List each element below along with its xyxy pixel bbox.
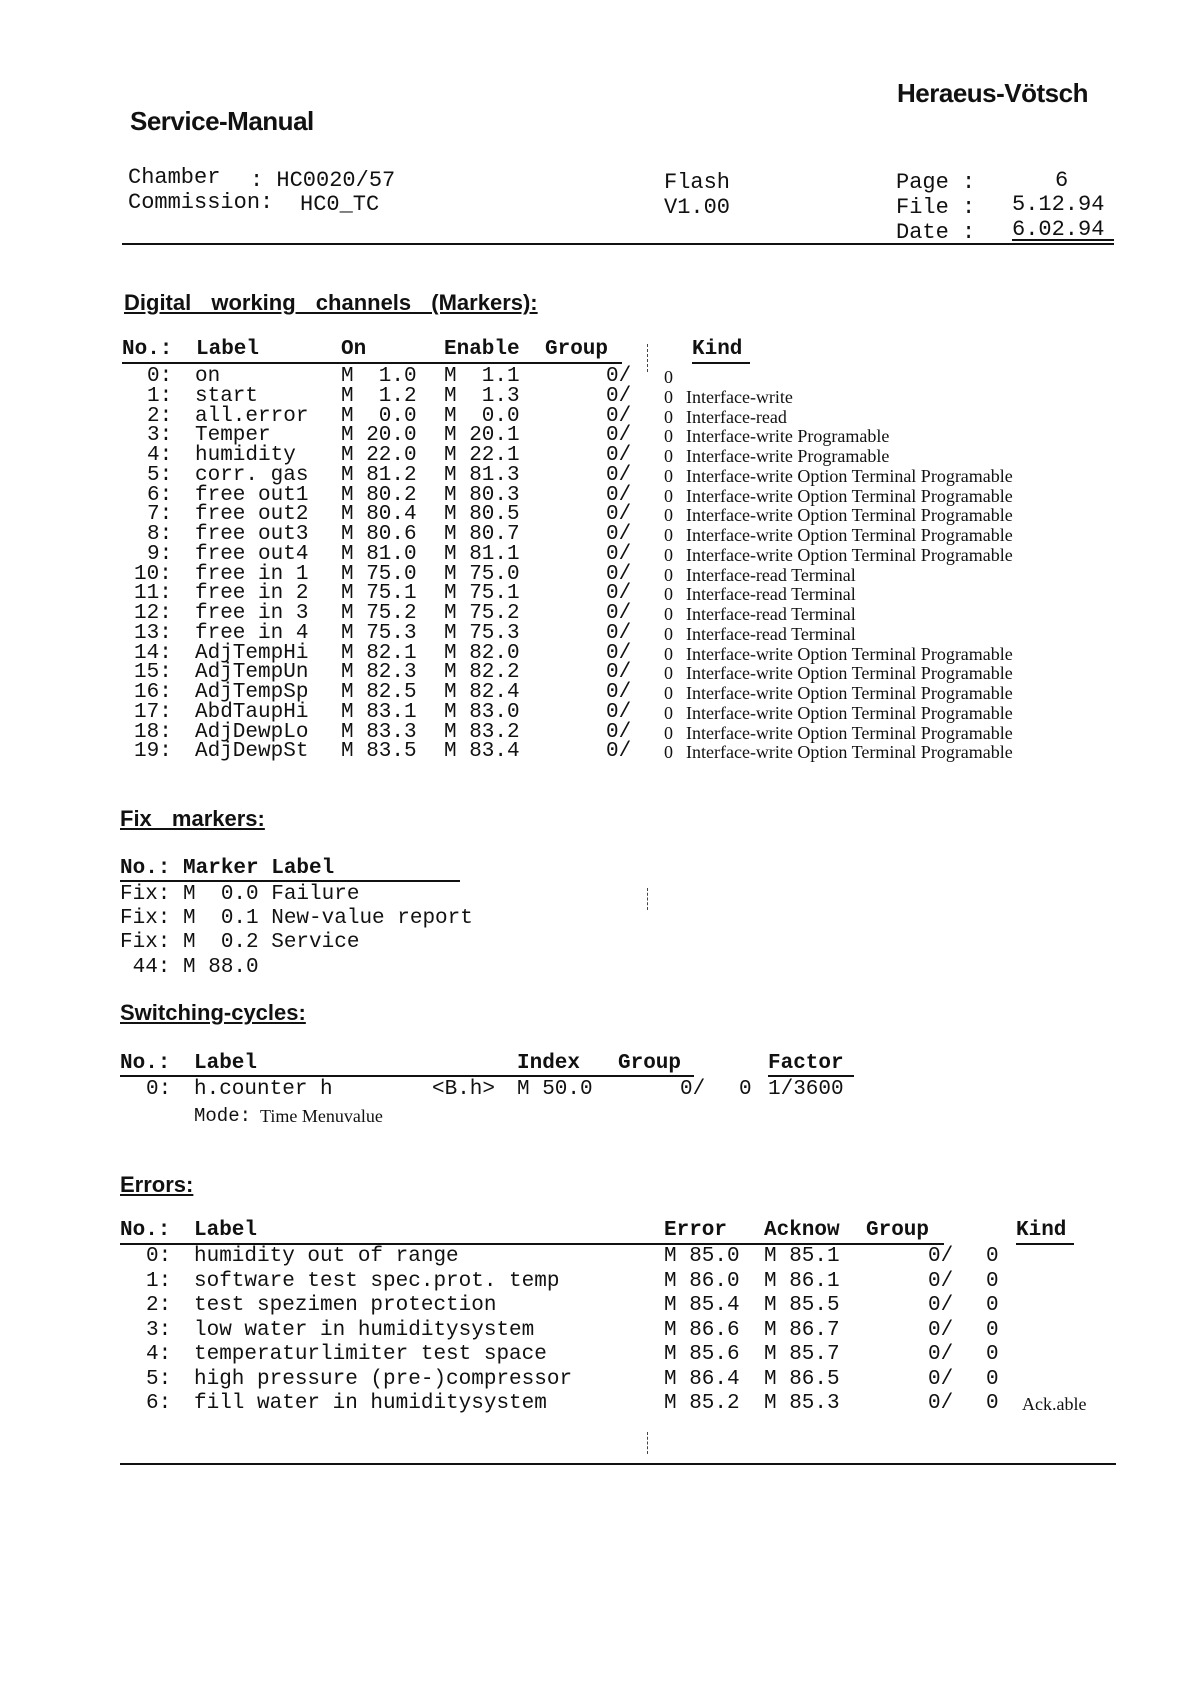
row-kind: Interface-read Terminal xyxy=(686,623,856,644)
row-kind-number: 0 xyxy=(664,485,673,506)
row-number: 1: xyxy=(147,384,173,408)
row-label: AdjDewpSt xyxy=(195,740,309,764)
row-on-marker: M 75.2 xyxy=(341,602,417,625)
document-title: Service-Manual xyxy=(130,106,314,136)
row-on-marker: M 1.0 xyxy=(341,365,417,388)
row-number: 0: xyxy=(146,1245,172,1268)
table-row xyxy=(0,505,1200,525)
errors-col-kind: Kind xyxy=(1016,1219,1067,1242)
row-on-marker: M 0.0 xyxy=(341,404,417,428)
row-kind-number: 0 xyxy=(664,722,673,743)
row-label: free in 3 xyxy=(195,602,309,625)
row-on-marker: M 1.2 xyxy=(341,384,417,408)
row-group: 0/ xyxy=(606,621,632,645)
errors-section-title: Errors: xyxy=(120,1172,194,1197)
switching-section-title: Switching-cycles: xyxy=(120,1000,306,1025)
errors-col-error: Error xyxy=(664,1219,728,1242)
row-group: 0/ xyxy=(606,562,632,586)
date-value: 6.02.94 xyxy=(1012,217,1105,242)
row-acknow-marker: M 85.5 xyxy=(764,1294,840,1317)
digital-col-group: Group xyxy=(545,338,609,361)
row-kind-number: 0 xyxy=(664,564,673,585)
switching-col-group: Group xyxy=(618,1052,682,1075)
row-label: humidity out of range xyxy=(194,1245,459,1268)
row-label: temperaturlimiter test space xyxy=(194,1343,547,1366)
row-number: 6: xyxy=(147,483,173,507)
switching-row-group: 0/ xyxy=(680,1078,706,1101)
row-kind: Interface-write Option Terminal Programable xyxy=(686,702,1013,723)
switching-row-index: M 50.0 xyxy=(517,1078,593,1101)
row-group: 0/ xyxy=(928,1343,954,1366)
row-group: 0/ xyxy=(606,720,632,744)
version-value: V1.00 xyxy=(664,195,731,220)
row-number: 15: xyxy=(134,661,172,685)
row-label: test spezimen protection xyxy=(194,1294,497,1317)
row-on-marker: M 82.1 xyxy=(341,641,417,665)
fix-row: Fix: M 0.0 Failure xyxy=(120,883,360,906)
table-row xyxy=(0,446,1200,466)
flash-label: Flash xyxy=(664,170,731,195)
table-row xyxy=(0,641,1200,665)
row-number: 3: xyxy=(147,424,173,448)
switching-col-no: No.: xyxy=(120,1052,171,1075)
row-number: 2: xyxy=(146,1294,172,1317)
row-on-marker: M 75.1 xyxy=(341,582,417,606)
errors-kind-underline xyxy=(1016,1243,1074,1245)
chamber-label: Chamber xyxy=(128,165,221,190)
row-kind-number: 0 xyxy=(986,1245,999,1268)
row-group: 0/ xyxy=(606,523,632,546)
switching-factor-underline xyxy=(768,1075,854,1077)
row-enable-marker: M 1.3 xyxy=(444,384,520,408)
row-on-marker: M 83.3 xyxy=(341,720,417,744)
row-acknow-marker: M 86.7 xyxy=(764,1318,840,1342)
table-row xyxy=(0,604,1200,624)
table-row xyxy=(0,683,1200,703)
row-kind: Interface-write Option Terminal Programable xyxy=(686,505,1013,526)
row-kind: Interface-write Option Terminal Programable xyxy=(686,544,1013,565)
table-row xyxy=(0,700,1200,724)
row-error-marker: M 85.0 xyxy=(664,1245,740,1268)
row-kind-number: 0 xyxy=(664,386,673,407)
row-label: free out3 xyxy=(195,523,309,546)
row-group: 0/ xyxy=(606,740,632,764)
row-group: 0/ xyxy=(606,542,632,566)
row-label: free out2 xyxy=(195,503,309,527)
row-enable-marker: M 83.4 xyxy=(444,740,520,764)
row-kind: Interface-write Programable xyxy=(686,426,890,447)
page-value: 6 xyxy=(1055,168,1069,193)
digital-header-underline xyxy=(122,362,622,364)
row-group: 0/ xyxy=(606,582,632,606)
errors-col-group: Group xyxy=(866,1219,930,1242)
file-value: 5.12.94 xyxy=(1012,192,1105,217)
row-enable-marker: M 81.3 xyxy=(444,463,520,487)
row-enable-marker: M 1.1 xyxy=(444,365,520,388)
row-group: 0/ xyxy=(928,1269,954,1293)
scan-mark xyxy=(647,1432,648,1454)
switching-col-index: Index xyxy=(517,1052,581,1075)
row-number: 16: xyxy=(134,681,172,704)
switching-mode-value: Time Menuvalue xyxy=(260,1106,383,1126)
switching-col-factor: Factor xyxy=(768,1052,844,1075)
table-row xyxy=(0,525,1200,545)
row-group: 0/ xyxy=(606,444,632,467)
row-error-marker: M 86.6 xyxy=(664,1318,740,1342)
row-kind-number: 0 xyxy=(986,1318,999,1342)
row-kind-number: 0 xyxy=(664,544,673,565)
date-underline xyxy=(1012,239,1114,241)
row-kind-number: 0 xyxy=(664,505,673,526)
row-kind: Interface-write Option Terminal Programable xyxy=(686,485,1013,506)
row-number: 0: xyxy=(147,365,173,388)
table-row xyxy=(0,720,1200,744)
switching-row-factor: 1/3600 xyxy=(768,1078,844,1101)
row-kind-number: 0 xyxy=(664,367,673,387)
row-label: fill water in humiditysystem xyxy=(194,1392,547,1415)
row-on-marker: M 82.3 xyxy=(341,661,417,685)
table-row xyxy=(0,483,1200,507)
table-row xyxy=(0,1296,1200,1316)
fix-section-title: Fix markers: xyxy=(120,806,265,831)
row-kind: Interface-write Option Terminal Programable xyxy=(686,525,1013,545)
switching-row-kind-number: 0 xyxy=(739,1078,752,1101)
digital-col-enable: Enable xyxy=(444,338,520,361)
table-row xyxy=(0,621,1200,645)
row-number: 10: xyxy=(134,562,172,586)
row-label: AdjTempHi xyxy=(195,641,309,665)
switching-col-label: Label xyxy=(194,1052,258,1075)
row-error-marker: M 86.4 xyxy=(664,1367,740,1391)
commission-label: Commission: xyxy=(128,190,274,215)
row-kind: Interface-write xyxy=(686,386,793,407)
row-kind: Interface-write Option Terminal Programable xyxy=(686,722,1013,743)
table-row xyxy=(0,1367,1200,1391)
table-row xyxy=(0,562,1200,586)
digital-col-on: On xyxy=(341,338,367,361)
row-enable-marker: M 82.4 xyxy=(444,681,520,704)
row-kind-number: 0 xyxy=(664,643,673,664)
row-label: all.error xyxy=(195,404,309,428)
row-number: 12: xyxy=(134,602,172,625)
file-label: File : xyxy=(896,195,976,220)
errors-col-no: No.: xyxy=(120,1219,171,1242)
row-on-marker: M 80.6 xyxy=(341,523,417,546)
row-enable-marker: M 80.3 xyxy=(444,483,520,507)
row-number: 11: xyxy=(134,582,172,606)
row-on-marker: M 81.0 xyxy=(341,542,417,566)
row-error-marker: M 85.2 xyxy=(664,1392,740,1415)
brand-name: Heraeus-Vötsch xyxy=(897,78,1088,108)
row-kind: Interface-write Option Terminal Programable xyxy=(686,663,1013,684)
row-group: 0/ xyxy=(606,602,632,625)
row-number: 6: xyxy=(146,1392,172,1415)
row-kind-number: 0 xyxy=(664,426,673,447)
digital-kind-underline xyxy=(692,362,750,364)
row-enable-marker: M 75.2 xyxy=(444,602,520,625)
fix-row: Fix: M 0.1 New-value report xyxy=(120,907,473,930)
row-acknow-marker: M 85.3 xyxy=(764,1392,840,1415)
row-enable-marker: M 80.5 xyxy=(444,503,520,527)
fix-header-underline xyxy=(120,880,460,882)
table-row xyxy=(0,542,1200,566)
row-label: on xyxy=(195,365,221,388)
row-label: Temper xyxy=(195,424,271,448)
row-group: 0/ xyxy=(606,661,632,685)
row-number: 17: xyxy=(134,700,172,724)
row-group: 0/ xyxy=(606,700,632,724)
row-kind-number: 0 xyxy=(986,1269,999,1293)
row-acknow-marker: M 85.7 xyxy=(764,1343,840,1366)
row-label: software test spec.prot. temp xyxy=(194,1269,560,1293)
table-row xyxy=(0,742,1200,762)
row-group: 0/ xyxy=(606,404,632,428)
row-kind: Interface-write Option Terminal Programable xyxy=(686,742,1013,763)
row-error-marker: M 85.6 xyxy=(664,1343,740,1366)
row-enable-marker: M 22.1 xyxy=(444,444,520,467)
row-group: 0/ xyxy=(928,1245,954,1268)
row-label: AdjTempSp xyxy=(195,681,309,704)
row-kind-number: 0 xyxy=(664,683,673,703)
row-kind: Interface-write Programable xyxy=(686,446,890,466)
row-kind-number: 0 xyxy=(664,446,673,466)
row-group: 0/ xyxy=(606,503,632,527)
row-enable-marker: M 82.0 xyxy=(444,641,520,665)
row-kind: Interface-write Option Terminal Programable xyxy=(686,465,1013,486)
row-kind-number: 0 xyxy=(986,1367,999,1391)
row-group: 0/ xyxy=(606,483,632,507)
row-group: 0/ xyxy=(928,1318,954,1342)
row-label: humidity xyxy=(195,444,296,467)
table-row xyxy=(0,1318,1200,1342)
switching-row-unit: <B.h> xyxy=(432,1078,496,1101)
row-enable-marker: M 81.1 xyxy=(444,542,520,566)
table-row xyxy=(0,1394,1200,1414)
row-on-marker: M 80.2 xyxy=(341,483,417,507)
row-label: free in 1 xyxy=(195,562,309,586)
row-acknow-marker: M 86.1 xyxy=(764,1269,840,1293)
row-group: 0/ xyxy=(928,1294,954,1317)
fix-row: 44: M 88.0 xyxy=(120,956,259,979)
digital-section-title: Digital working channels (Markers): xyxy=(124,290,538,315)
row-on-marker: M 83.5 xyxy=(341,740,417,764)
row-number: 18: xyxy=(134,720,172,744)
row-enable-marker: M 83.2 xyxy=(444,720,520,744)
fix-table-header: No.: Marker Label xyxy=(120,857,335,880)
row-kind-number: 0 xyxy=(986,1392,999,1415)
row-kind-number: 0 xyxy=(664,465,673,486)
row-on-marker: M 22.0 xyxy=(341,444,417,467)
date-label: Date : xyxy=(896,220,976,245)
row-number: 1: xyxy=(146,1269,172,1293)
row-kind-number: 0 xyxy=(664,584,673,605)
row-enable-marker: M 75.3 xyxy=(444,621,520,645)
row-label: AdjDewpLo xyxy=(195,720,309,744)
row-label: high pressure (pre-)compressor xyxy=(194,1367,573,1391)
table-row xyxy=(0,1247,1200,1267)
row-kind-number: 0 xyxy=(986,1294,999,1317)
row-number: 4: xyxy=(147,444,173,467)
row-group: 0/ xyxy=(606,641,632,665)
row-group: 0/ xyxy=(606,424,632,448)
row-on-marker: M 75.3 xyxy=(341,621,417,645)
table-row xyxy=(0,663,1200,683)
row-number: 4: xyxy=(146,1343,172,1366)
row-group: 0/ xyxy=(928,1392,954,1415)
row-group: 0/ xyxy=(606,681,632,704)
row-kind: Ack.able xyxy=(1022,1394,1087,1414)
row-on-marker: M 20.0 xyxy=(341,424,417,448)
row-kind-number: 0 xyxy=(664,406,673,427)
footer-divider xyxy=(120,1463,1116,1465)
table-row xyxy=(0,367,1200,387)
row-kind-number: 0 xyxy=(664,604,673,624)
row-on-marker: M 83.1 xyxy=(341,700,417,724)
row-label: free out4 xyxy=(195,542,309,566)
row-number: 19: xyxy=(134,740,172,764)
header-divider xyxy=(122,243,1114,245)
table-row xyxy=(0,584,1200,604)
chamber-value: : HC0020/57 xyxy=(250,168,396,193)
errors-col-label: Label xyxy=(194,1219,258,1242)
switching-mode-label: Mode: xyxy=(194,1105,252,1127)
row-kind: Interface-read xyxy=(686,406,787,427)
row-enable-marker: M 82.2 xyxy=(444,661,520,685)
row-number: 8: xyxy=(147,523,173,546)
row-number: 7: xyxy=(147,503,173,527)
switching-row-label: h.counter h xyxy=(194,1078,333,1101)
row-number: 5: xyxy=(146,1367,172,1391)
row-kind: Interface-write Option Terminal Programable xyxy=(686,683,1013,703)
row-kind-number: 0 xyxy=(664,702,673,723)
table-row xyxy=(0,426,1200,446)
row-on-marker: M 80.4 xyxy=(341,503,417,527)
row-kind: Interface-read Terminal xyxy=(686,584,856,605)
row-enable-marker: M 20.1 xyxy=(444,424,520,448)
row-kind-number: 0 xyxy=(664,623,673,644)
digital-col-kind: Kind xyxy=(692,338,743,361)
row-kind: Interface-write Option Terminal Programable xyxy=(686,643,1013,664)
table-row xyxy=(0,384,1200,408)
row-label: free in 2 xyxy=(195,582,309,606)
row-group: 0/ xyxy=(606,463,632,487)
switching-row-no: 0: xyxy=(146,1078,172,1101)
row-enable-marker: M 75.0 xyxy=(444,562,520,586)
row-kind-number: 0 xyxy=(664,663,673,684)
row-group: 0/ xyxy=(606,384,632,408)
table-row xyxy=(0,1345,1200,1365)
row-kind-number: 0 xyxy=(664,525,673,545)
row-kind: Interface-read Terminal xyxy=(686,604,856,624)
table-row xyxy=(0,404,1200,428)
digital-col-no: No.: xyxy=(122,338,173,361)
row-error-marker: M 86.0 xyxy=(664,1269,740,1293)
row-label: AdjTempUn xyxy=(195,661,309,685)
row-number: 9: xyxy=(147,542,173,566)
fix-row: Fix: M 0.2 Service xyxy=(120,931,360,954)
row-label: free out1 xyxy=(195,483,309,507)
errors-col-acknow: Acknow xyxy=(764,1219,840,1242)
switching-header-underline xyxy=(120,1075,694,1077)
row-acknow-marker: M 85.1 xyxy=(764,1245,840,1268)
row-group: 0/ xyxy=(606,365,632,388)
table-row xyxy=(0,1269,1200,1293)
row-on-marker: M 82.5 xyxy=(341,681,417,704)
row-enable-marker: M 80.7 xyxy=(444,523,520,546)
row-number: 14: xyxy=(134,641,172,665)
row-label: start xyxy=(195,384,259,408)
table-row xyxy=(0,463,1200,487)
row-kind-number: 0 xyxy=(986,1343,999,1366)
row-kind: Interface-read Terminal xyxy=(686,564,856,585)
row-label: low water in humiditysystem xyxy=(194,1318,535,1342)
row-label: corr. gas xyxy=(195,463,309,487)
page-label: Page : xyxy=(896,170,976,195)
row-group: 0/ xyxy=(928,1367,954,1391)
commission-value: HC0_TC xyxy=(300,192,380,217)
row-number: 3: xyxy=(146,1318,172,1342)
row-enable-marker: M 0.0 xyxy=(444,404,520,428)
scan-mark xyxy=(647,888,648,910)
row-number: 13: xyxy=(134,621,172,645)
row-acknow-marker: M 86.5 xyxy=(764,1367,840,1391)
row-enable-marker: M 83.0 xyxy=(444,700,520,724)
row-error-marker: M 85.4 xyxy=(664,1294,740,1317)
row-on-marker: M 81.2 xyxy=(341,463,417,487)
row-label: free in 4 xyxy=(195,621,309,645)
row-kind-number: 0 xyxy=(664,742,673,763)
row-on-marker: M 75.0 xyxy=(341,562,417,586)
row-enable-marker: M 75.1 xyxy=(444,582,520,606)
row-number: 5: xyxy=(147,463,173,487)
row-number: 2: xyxy=(147,404,173,428)
row-label: AbdTaupHi xyxy=(195,700,309,724)
digital-col-label: Label xyxy=(196,338,260,361)
